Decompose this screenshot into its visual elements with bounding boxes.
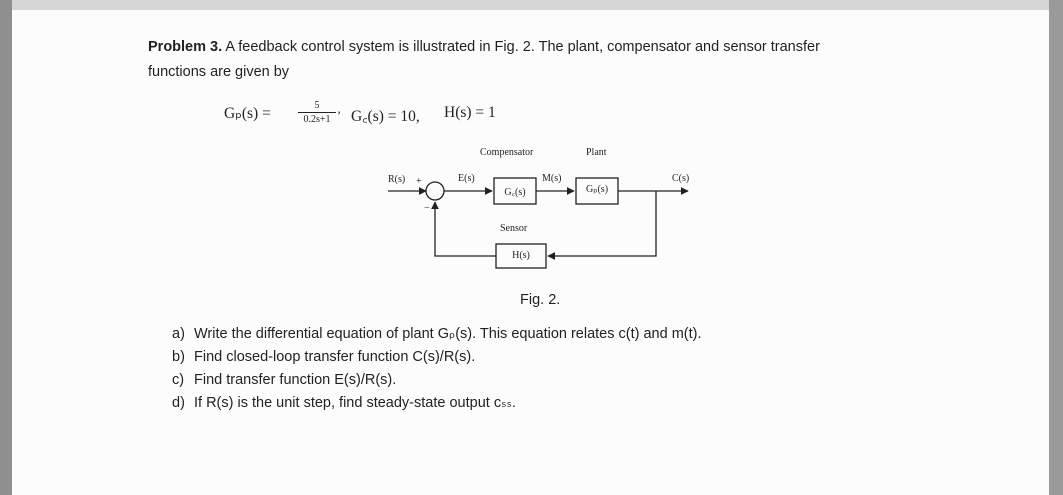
question-text: If R(s) is the unit step, find steady-state output cₛₛ.	[194, 395, 516, 411]
m-label: M(s)	[542, 173, 562, 184]
gc-equation: G꜀(s) = 10,	[351, 108, 420, 125]
problem-statement: A feedback control system is illustrated in Fig. 2. The plant, compensator and sensor transfer	[222, 39, 820, 55]
minus-sign: −	[424, 203, 430, 214]
problem-line-2: functions are given by	[148, 64, 290, 80]
feedback-path-left	[435, 202, 496, 256]
problem-label: Problem 3.	[148, 39, 223, 55]
left-dark-edge	[0, 0, 12, 495]
question-a	[172, 326, 702, 342]
question-marker: b)	[172, 349, 185, 365]
plant-title: Plant	[586, 147, 607, 158]
figure-caption: Fig. 2.	[520, 292, 561, 308]
sensor-title: Sensor	[500, 223, 528, 234]
h-equation: H(s) = 1	[444, 104, 496, 121]
right-dark-edge	[1049, 0, 1063, 495]
question-marker: a)	[172, 326, 185, 342]
fraction-tail: ’	[337, 108, 341, 122]
output-label: C(s)	[672, 173, 690, 184]
plant-block-label: Gₚ(s)	[585, 184, 609, 195]
gp-numerator: 5	[314, 100, 320, 111]
question-text: Find transfer function E(s)/R(s).	[194, 372, 397, 388]
compensator-block-label: G꜀(s)	[504, 187, 526, 198]
compensator-title: Compensator	[480, 147, 534, 158]
question-d	[172, 395, 516, 411]
sensor-block-label: H(s)	[512, 250, 530, 261]
plus-sign: +	[416, 176, 422, 187]
document-page	[12, 10, 1049, 495]
question-text: Find closed-loop transfer function C(s)/R(s).	[194, 349, 476, 365]
question-marker: c)	[172, 372, 185, 388]
error-label: E(s)	[458, 173, 475, 184]
question-b	[172, 349, 475, 365]
top-band	[12, 0, 1049, 10]
question-text: Write the differential equation of plant Gₚ(s). This equation relates c(t) and m(t).	[194, 326, 702, 342]
summing-junction	[426, 182, 444, 200]
question-c	[172, 372, 396, 388]
question-marker: d)	[172, 395, 185, 411]
gp-equation-lhs: Gₚ(s) =	[224, 105, 271, 122]
gp-denominator: 0.2s+1	[303, 114, 331, 125]
input-label: R(s)	[388, 174, 406, 185]
